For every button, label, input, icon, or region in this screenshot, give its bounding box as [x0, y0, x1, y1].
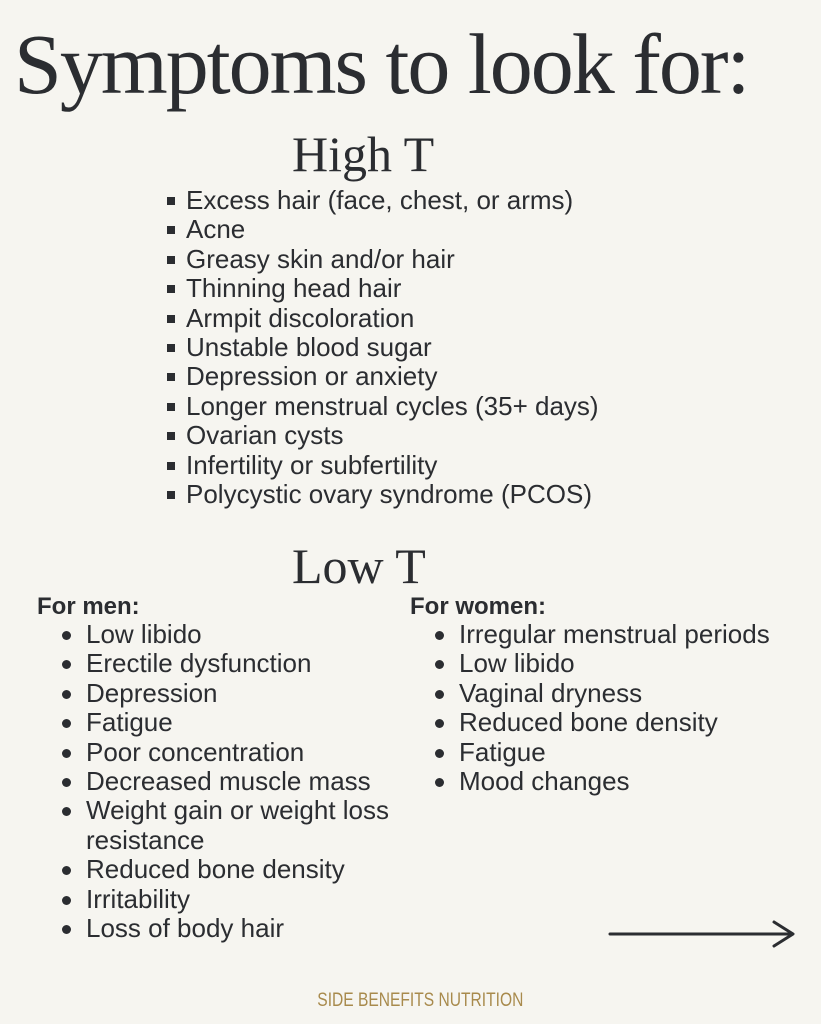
list-item: Irregular menstrual periods: [433, 620, 770, 649]
list-item: Poor concentration: [60, 738, 426, 767]
list-item: Reduced bone density: [433, 708, 770, 737]
list-item: Polycystic ovary syndrome (PCOS): [166, 480, 599, 509]
list-item: Depression: [60, 679, 426, 708]
low-t-women-symptom-list: [433, 620, 770, 796]
list-item: Infertility or subfertility: [166, 451, 599, 480]
list-item: Armpit discoloration: [166, 304, 599, 333]
list-item: Thinning head hair: [166, 274, 599, 303]
list-item: Reduced bone density: [60, 855, 426, 884]
list-item: Unstable blood sugar: [166, 333, 599, 362]
men-heading: For men:: [37, 593, 140, 620]
list-item: Greasy skin and/or hair: [166, 245, 599, 274]
list-item: Irritability: [60, 885, 426, 914]
list-item: Erectile dysfunction: [60, 649, 426, 678]
list-item: Vaginal dryness: [433, 679, 770, 708]
arrow-right-icon[interactable]: [608, 918, 798, 950]
low-t-heading: Low T: [292, 538, 426, 594]
list-item: Mood changes: [433, 767, 770, 796]
high-t-heading: High T: [292, 126, 435, 182]
high-t-symptom-list: [166, 186, 599, 509]
list-item: Loss of body hair: [60, 914, 426, 943]
women-heading: For women:: [410, 593, 546, 620]
list-item: Fatigue: [433, 738, 770, 767]
list-item: Depression or anxiety: [166, 362, 599, 391]
list-item: Low libido: [433, 649, 770, 678]
brand-footer: SIDE BENEFITS NUTRITION: [317, 990, 524, 1011]
low-t-men-symptom-list: [60, 620, 426, 943]
page-title: Symptoms to look for:: [14, 16, 749, 112]
list-item: Acne: [166, 215, 599, 244]
list-item: Low libido: [60, 620, 426, 649]
list-item: Weight gain or weight loss resistance: [60, 796, 426, 855]
list-item: Excess hair (face, chest, or arms): [166, 186, 599, 215]
list-item: Ovarian cysts: [166, 421, 599, 450]
list-item: Fatigue: [60, 708, 426, 737]
list-item: Decreased muscle mass: [60, 767, 426, 796]
list-item: Longer menstrual cycles (35+ days): [166, 392, 599, 421]
